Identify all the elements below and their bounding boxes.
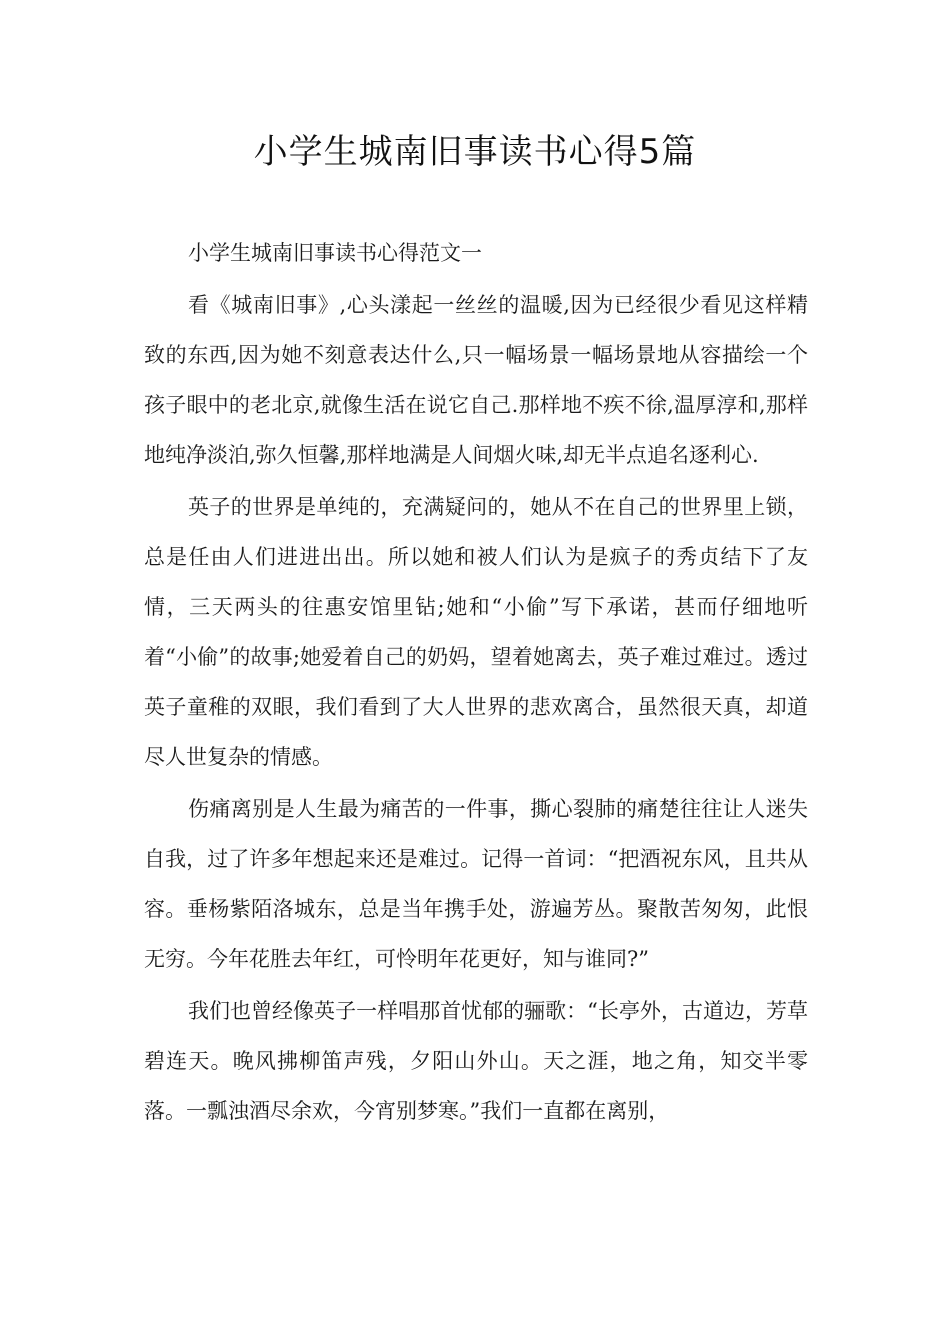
paragraph-2: 英子的世界是单纯的，充满疑问的，她从不在自己的世界里上锁，总是任由人们进进出出。所以她和被人们认为是疯子的秀贞结下了友情，三天两头的往惠安馆里钻;她和“小偷”写下承诺，甚而仔细地听着“小偷”的故事;她爱着自己的奶妈，望着她离去，英子难过难过。透过英子童稚的双眼，我们看到了大人世界的悲欢离合，虽然很天真，却道尽人世复杂的情感。	[144, 495, 808, 769]
document-body	[144, 228, 808, 1136]
section-heading: 小学生城南旧事读书心得范文一	[188, 241, 482, 265]
document-title: 小学生城南旧事读书心得5篇	[253, 132, 697, 172]
paragraph-4: 我们也曾经像英子一样唱那首忧郁的骊歌：“长亭外，古道边，芳草碧连天。晚风拂柳笛声残，夕阳山外山。天之涯，地之角，知交半零落。一瓢浊酒尽余欢，今宵别梦寒。”我们一直都在离别，	[144, 999, 808, 1123]
paragraph-3: 伤痛离别是人生最为痛苦的一件事，撕心裂肺的痛楚往往让人迷失自我，过了许多年想起来还是难过。记得一首词：“把酒祝东风，且共从容。垂杨紫陌洛城东，总是当年携手处，游遍芳丛。聚散苦匆匆，此恨无穷。今年花胜去年红，可怜明年花更好，知与谁同?”	[144, 797, 808, 971]
paragraph-1: 看《城南旧事》,心头漾起一丝丝的温暖,因为已经很少看见这样精致的东西,因为她不刻意表达什么,只一幅场景一幅场景地从容描绘一个孩子眼中的老北京,就像生活在说它自己.那样地不疾不徐,温厚淳和,那样地纯净淡泊,弥久恒馨,那样地满是人间烟火味,却无半点追名逐利心.	[144, 293, 808, 467]
